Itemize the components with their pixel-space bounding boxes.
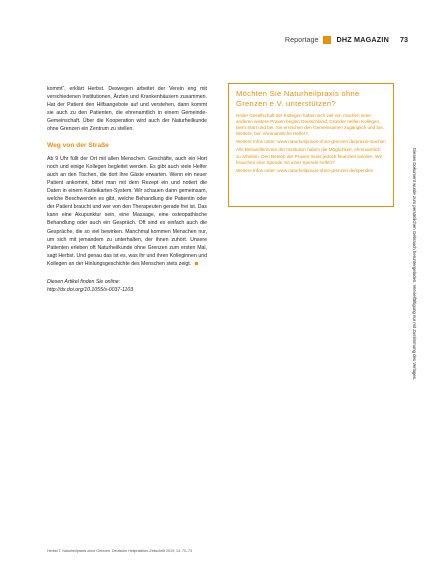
infobox-paragraph: Alle Behandlerinnen der Institution haben die Möglichkeit, ehrenamtlich zu arbeiten. Den Betrieb der Praxen muss jedoch finanziert werden. Wir brauchen eine Spende mit einer Spende helfen? xyxy=(236,147,383,165)
citation xyxy=(47,278,207,294)
page-header xyxy=(285,35,408,44)
article-paragraph-text: Ab 9 Uhr füllt der Ort mit allen Menschen. Geschäfte, auch ein Hort noch und einige Kollegen begleitet werden. Es gibt auch viele Helfer auch an den Tischen, die dort ihre Gäste erwarten. Wenn ein neuer Patient ankommt, bittet man mit dem Rezept ein und notiert die Daten in einem Karteikarten-System. Wir schauen dann gemeinsam, welche Beschwerden es gibt, welche Behandlung die Patientin oder der Patient braucht und wer von den Therapeuten gerade frei ist. Das kann eine Akupunktur sein, eine Massage, eine osteopathische Behandlung oder auch ein Gespräch. Oft sind es einfach auch die Gespräche, die so viel bewirken. Manchmal kommen Menschen nur, um sich mit jemandem zu unterhalten, der ihnen zuhört. Unsere Patienten erleben oft Naturheilkunde ohne Grenzen zum ersten Mal, sagt Herbst. Und genau das ist es, was ihr und ihren Kolleginnen und Kollegen an der Hinlungsgeschichte des Menschen stets zeigt. xyxy=(47,155,207,267)
page-footer: Herbst T. Naturheilpraxis ohne Grenzen. Deutsche Heilpraktiker-Zeitschrift 2019; 14: 70–73 xyxy=(47,549,192,553)
dhz-logo-icon xyxy=(323,36,331,44)
infobox-link-spenden[interactable]: Weitere Infos unter: www.naturheilpraxis-ohne-grenzen.de/spenden xyxy=(236,167,374,173)
infobox-title: Möchten Sie Naturheilpraxis ohne Grenzen e.V. unterstützen? xyxy=(236,89,360,108)
infobox-paragraph: Heiler Gesellschaft der Kollegen haben sich viel vor, machen einer anderen weitere Praxen beginn Deutschland, Gründer helfen Kollegen, beim Start und bei. Sie erreichen den Gemeinsamen zugänglich und bei. Weitere, bei: ehrenamtliche Helfer? xyxy=(236,113,384,137)
infobox-link-praxis[interactable]: Weitere Infos unter: www.naturheilpraxis-ohne-grenzen.de/praxis-machen xyxy=(236,139,386,145)
magazine-name: DHZ MAGAZIN xyxy=(336,35,389,44)
article-paragraph: kommt“, erklärt Herbst. Deswegen arbeitet der Verein eng mit verschiedenen Institutionen, Ärzten und Krankenhäusern zusammen. Hat der Patient den Hilfsangebote auf und verstehen, dann kommt sie auch zu den Patienten, die ehrenamtlich in einem Gemeinde-Gemeinschaft. Über die Kooperation wird auch der Naturheilkunde ohne Grenzen ein Zentrum zu stellen. xyxy=(47,86,207,133)
article-column xyxy=(47,85,207,294)
page-number: 73 xyxy=(400,35,408,44)
section-label: Reportage xyxy=(284,35,319,44)
article-subhead: Weg von der Straße xyxy=(47,141,109,149)
article-paragraph xyxy=(47,155,207,268)
support-infobox xyxy=(228,83,394,207)
copyright-side-note: Dieses Dokument wurde zum persönlichen Gebrauch heruntergeladen. Vervielfältigung nur mit Zustimmung des Verlages. xyxy=(412,148,417,381)
doi-link[interactable]: http://dx.doi.org/10.1055/s-0037-1103 xyxy=(47,287,134,294)
citation-intro: Diesen Artikel finden Sie online: xyxy=(47,278,121,285)
end-of-article-icon xyxy=(195,262,198,265)
